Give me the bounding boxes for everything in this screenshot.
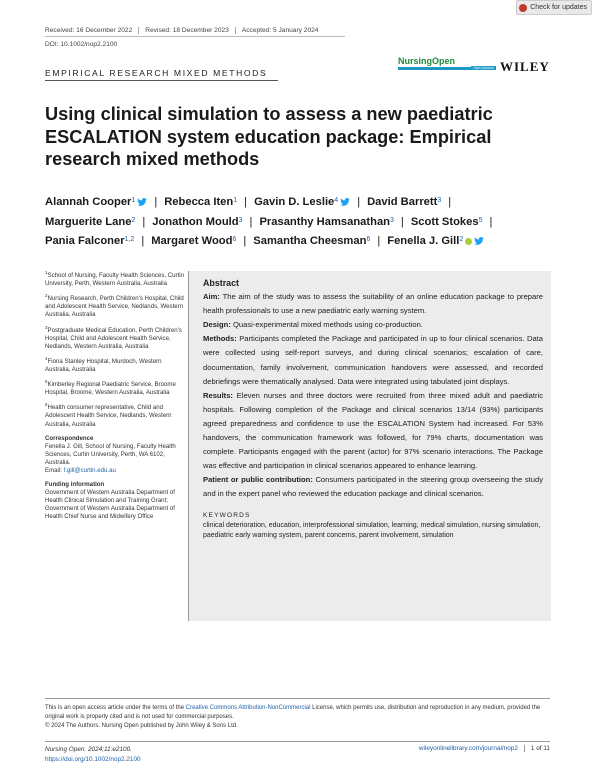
citation-doi-link[interactable]: https://doi.org/10.1002/nop2.2100 [45, 756, 141, 763]
abstract-methods: Methods: Participants completed the Package and participated in up to four clinical scenarios. Data were collected using self-report surveys, and during clinical scenarios; escalation of care, documentation, family involvement, communication handovers were assessed, and recorded debriefings were thematically analysed. Data were integrated using tabulated joint displays. [203, 334, 543, 386]
journal-citation: Nursing Open. 2024;11:e2100. https://doi.org/10.1002/nop2.2100 [45, 746, 141, 763]
article-dates [45, 27, 324, 34]
orcid-icon [465, 238, 472, 245]
header-divider [45, 36, 345, 37]
twitter-icon [474, 237, 484, 245]
author[interactable]: David Barrett$^3$ [367, 196, 442, 208]
correspondence-email: Email: f.gill@curtin.edu.au [45, 466, 116, 474]
email-link[interactable]: f.gill@curtin.edu.au [63, 466, 116, 474]
front-matter-sidebar [45, 269, 185, 522]
author[interactable]: Pania Falconer$^{1,2}$ [45, 235, 135, 247]
journal-url-link[interactable]: wileyonlinelibrary.com/journal/nop2 [418, 745, 518, 752]
footer-divider-bottom [45, 741, 550, 742]
author-list: Alannah Cooper$^1$ | Rebecca Iten$^1$ | Gavin D. Leslie$^4$ | David Barrett$^3$ | Marguerite Lane$^2$ | Jonathon Mould$^3$ | Prasanthy Hamsanathan$^3$ | Scott Stokes$^5$ | Pania Falconer$^{1,2}$ | Margaret Wood$^6$ | Samantha Cheesman$^6$ | Fenella J. Gill$^2$ [45, 196, 493, 247]
affiliation: $^3$Postgraduate Medical Education, Perth Children's Hospital, Child and Adolescent Health Service, Nedlands, Western Australia, Australia [45, 324, 182, 350]
funding-text: Government of Western Australia Department of Health Clinical Simulation and Training Grant; Government of Western Australia Department of Health Chief Nurse and Midwifery Office [45, 489, 175, 521]
keywords-heading: KEYWORDS [203, 511, 251, 519]
affiliation: $^6$Health consumer representative, Child and Adolescent Health Service, Nedlands, Western Australia, Australia [45, 402, 172, 428]
check-for-updates-button[interactable] [516, 0, 592, 15]
author[interactable]: Margaret Wood$^6$ [151, 235, 237, 247]
author[interactable]: Rebecca Iten$^1$ [164, 196, 238, 208]
abstract-box [188, 271, 551, 621]
affiliation: $^2$Nursing Research, Perth Children's Hospital, Child and Adolescent Health Service, Nedlands, Western Australia, Australia [45, 293, 184, 319]
funding-heading: Funding information [45, 481, 105, 489]
article-doi[interactable]: DOI: 10.1002/nop2.2100 [45, 41, 118, 48]
author[interactable]: Prasanthy Hamsanathan$^3$ [259, 215, 394, 228]
affiliation: $^5$Kimberley Regional Paediatric Service, Broome Hospital, Broome, Western Australia, Australia [45, 379, 176, 397]
author[interactable]: Scott Stokes$^5$ [410, 215, 483, 228]
affiliation: $^1$School of Nursing, Faculty Health Sciences, Curtin University, Perth, Western Australia, Australia [45, 270, 185, 288]
section-label: EMPIRICAL RESEARCH MIXED METHODS [45, 68, 268, 78]
correspondence-heading: Correspondence [45, 434, 94, 442]
check-updates-icon [519, 4, 527, 12]
author[interactable]: Marguerite Lane$^2$ [45, 215, 136, 228]
author[interactable]: Jonathon Mould$^3$ [152, 215, 243, 228]
publisher-logo[interactable]: WILEY [500, 59, 550, 74]
page-number: 1 of 11 [524, 745, 550, 752]
accepted-date: Accepted: 5 January 2024 [235, 27, 325, 34]
correspondence-text: Fenella J. Gill, School of Nursing, Faculty Health Sciences, Curtin University, Perth, WA 6102, Australia. [45, 442, 176, 466]
keywords-list: clinical deterioration, education, interprofessional simulation, learning, medical simulation, nursing simulation, paediatric early warning system, parent concerns, parent involvement, simulation [203, 521, 541, 539]
open-access-badge: Open Access [473, 66, 494, 70]
abstract-aim: Aim: The aim of the study was to assess the suitability of an online education package to prepare health professionals to use a new paediatric early warning system. [203, 292, 543, 316]
author[interactable]: Samantha Cheesman$^6$ [253, 235, 371, 247]
abstract-design: Design: Quasi-experimental mixed methods using co-production. [203, 320, 423, 330]
author[interactable]: Gavin D. Leslie$^4$ [254, 196, 350, 208]
license-link[interactable]: Creative Commons Attribution-NonCommercial [185, 705, 311, 711]
affiliation: $^4$Fiona Stanley Hospital, Murdoch, Western Australia, Australia [45, 355, 162, 373]
footer-divider [45, 698, 550, 699]
revised-date: Revised: 18 December 2023 [138, 27, 235, 34]
article-title: Using clinical simulation to assess a new paediatric ESCALATION system education package: Empirical research mixed methods [45, 104, 493, 169]
license-notice: This is an open access article under the terms of the Creative Commons Attribution-NonCommercial License, which permits use, distribution and reproduction in any medium, provided the original work is properly cited and is not used for commercial purposes. © 2024 The Authors. Nursing Open published by John Wiley & Sons Ltd. [45, 705, 541, 729]
author[interactable]: Alannah Cooper$^1$ [45, 196, 147, 208]
author[interactable]: Fenella J. Gill$^2$ [387, 235, 484, 247]
abstract-heading: Abstract [203, 278, 240, 288]
abstract-patient-contribution: Patient or public contribution: Consumers participated in the steering group overseeing the study and in the expert panel who reviewed the education package and clinical scenarios. [203, 475, 543, 499]
twitter-icon [340, 198, 350, 206]
twitter-icon [137, 198, 147, 206]
section-underline [45, 80, 278, 81]
received-date: Received: 16 December 2022 [45, 27, 133, 34]
check-updates-label: Check for updates [530, 4, 587, 11]
copyright-notice: © 2024 The Authors. Nursing Open published by John Wiley & Sons Ltd. [45, 723, 238, 729]
abstract-results: Results: Eleven nurses and three doctors were recruited from three mixed adult and paediatric hospitals. Following completion of the Package and clinical scenarios 13/14 (93%) participants agreed preparedness and confidence to use the ESCALATION System had increased. For 53% handovers, the communication framework was followed, for 79% charts, documentation was complete. Participants engaged with the parent (actor) for 97% scenario interactions. The Package was effective and participation in clinical scenarios appeared to enhance learning. [203, 390, 543, 471]
footer-right [419, 745, 550, 752]
journal-logo[interactable]: NursingOpen [398, 56, 456, 66]
